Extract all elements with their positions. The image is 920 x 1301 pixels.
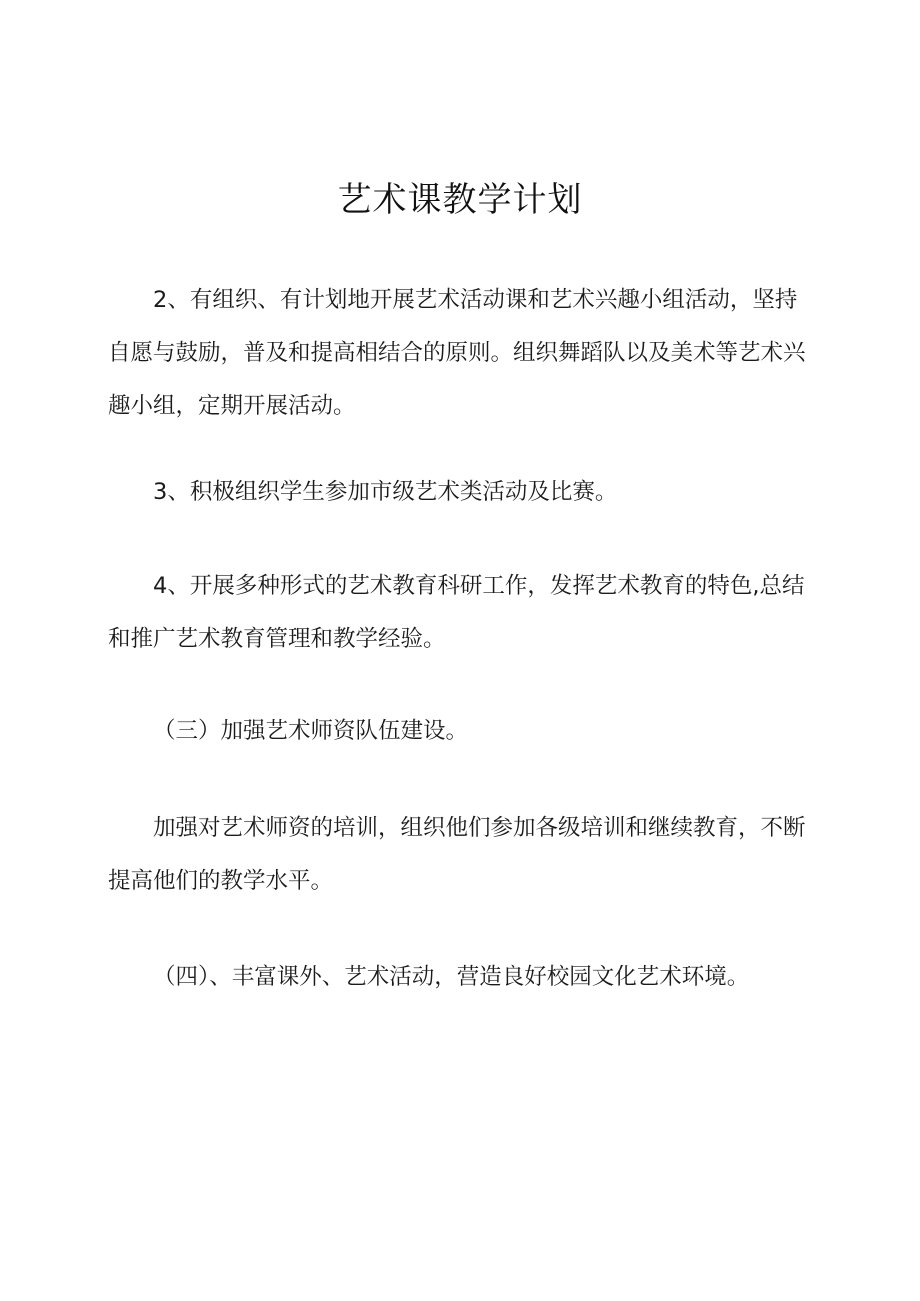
paragraph-item-4: 4、开展多种形式的艺术教育科研工作，发挥艺术教育的特色,总结和推广艺术教育管理和教学经验。	[108, 573, 805, 652]
paragraph-item-3: 3、积极组织学生参加市级艺术类活动及比赛。	[153, 479, 618, 505]
paragraph-teacher-training: 加强对艺术师资的培训，组织他们参加各级培训和继续教育，不断提高他们的教学水平。	[108, 815, 806, 894]
section-heading-3: （三）加强艺术师资队伍建设。	[153, 718, 469, 744]
paragraph-item-2: 2、有组织、有计划地开展艺术活动课和艺术兴趣小组活动，坚持自愿与鼓励，普及和提高相结合的原则。组织舞蹈队以及美术等艺术兴趣小组，定期开展活动。	[108, 287, 806, 419]
section-heading-4: （四）、丰富课外、艺术活动，营造良好校园文化艺术环境。	[153, 964, 750, 990]
page-title: 艺术课教学计划	[337, 180, 583, 220]
